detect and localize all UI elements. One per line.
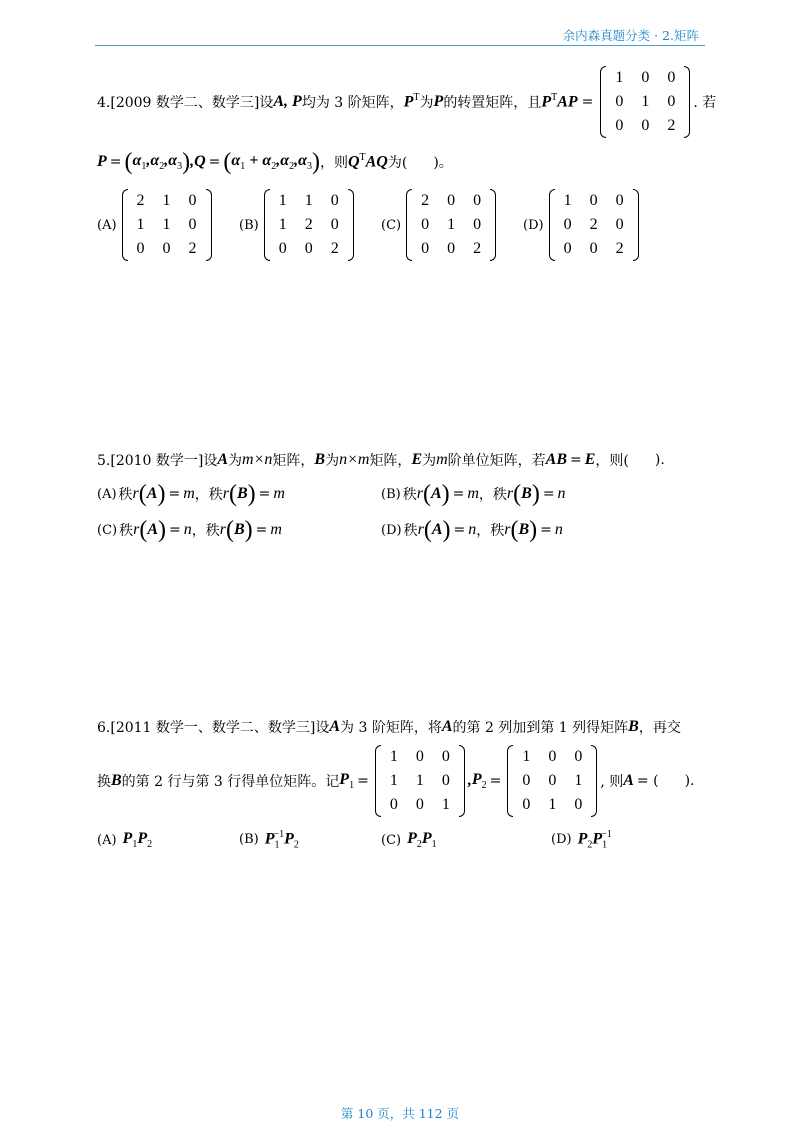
page-number: 第 10 页，共 112 页 — [340, 1106, 460, 1121]
q5-options-row1 — [97, 480, 566, 508]
q6-option-b[interactable]: (B) $P_1^{-1}P_2$ — [239, 829, 299, 851]
q4-options — [97, 190, 642, 260]
q6-matrix-p2: 1 0 0 0 0 1 0 1 0 — [507, 745, 597, 817]
q4-ptap: $P^TAP$ — [541, 92, 578, 111]
q5-option-d[interactable]: (D) 秩 r ( A ) = n ， 秩 r ( B ) = n — [381, 517, 563, 543]
q4-prefix: 4.[2009 数学二、数学三]设 — [97, 95, 274, 111]
q5-line1: 5.[2010 数学一]设 A 为 m×n 矩阵， B 为 n×m 矩阵， E 为 m 阶单位矩阵，若 AB = E ，则( ). — [97, 451, 665, 469]
q6-option-c[interactable]: (C) $P_2P_1$ — [381, 829, 437, 851]
q6-option-a[interactable]: (A) $P_1P_2$ — [97, 829, 153, 851]
q4-text: 为 — [419, 95, 434, 111]
q5-option-c[interactable]: (C) 秩 r ( A ) = n ， 秩 r ( B ) = m — [97, 517, 282, 543]
q4-p: P — [433, 93, 444, 110]
q6-matrix-p1: 1 0 0 1 1 0 0 0 1 — [375, 745, 465, 817]
q4-line2: P = ( $\alpha_1,\alpha_2,\alpha_3$ ) , Q = ( $\alpha_1 + \alpha_2,\alpha_2,\alpha_3$ ) ，则 $Q^TAQ$ 为( )。 — [97, 149, 453, 175]
page-footer — [0, 1104, 800, 1122]
q5-option-b[interactable]: (B) 秩 r ( A ) = m ， 秩 r ( B ) = n — [381, 481, 566, 507]
q4-option-d[interactable]: (D) 1 0 0 0 2 0 0 0 2 — [523, 189, 642, 261]
q4-matrix: 1 0 0 0 1 0 0 0 2 — [600, 66, 690, 138]
page-header — [95, 24, 705, 46]
header-title: 余内森真题分类 · 2.矩阵 — [562, 28, 699, 43]
q6-line2: 换 B 的第 2 行与第 3 行得单位矩阵。记 $P_1$ = 1 0 0 1 1 0 0 0 1 , $P_2$ = 1 0 0 0 0 1 0 1 0 , 则 A = ( ). — [97, 746, 694, 816]
q4-option-b[interactable]: (B) 1 1 0 1 2 0 0 0 2 — [239, 189, 381, 261]
q4-text: . 若 — [693, 95, 717, 111]
q4-eq: = — [581, 94, 594, 110]
q4-text: 的转置矩阵，且 — [443, 95, 542, 111]
q4-line1 — [97, 70, 716, 134]
q4-text: 均为 3 阶矩阵， — [301, 95, 404, 111]
q4-ap: A, P — [273, 93, 302, 110]
q4-option-a[interactable]: (A) 2 1 0 1 1 0 0 0 2 — [97, 189, 239, 261]
q4-pt: $P^T$ — [403, 92, 420, 111]
q4-option-c[interactable]: (C) 2 0 0 0 1 0 0 0 2 — [381, 189, 523, 261]
q5-option-a[interactable]: (A) 秩 r ( A ) = m ， 秩 r ( B ) = m — [97, 481, 285, 507]
q5-options-row2 — [97, 516, 563, 544]
q6-option-d[interactable]: (D) $P_2P_1^{-1}$ — [551, 829, 612, 851]
q6-line1: 6.[2011 数学一、数学二、数学三]设 A 为 3 阶矩阵，将 A 的第 2 列加到第 1 列得矩阵 B ，再交 — [97, 718, 681, 736]
q6-options — [97, 826, 612, 854]
